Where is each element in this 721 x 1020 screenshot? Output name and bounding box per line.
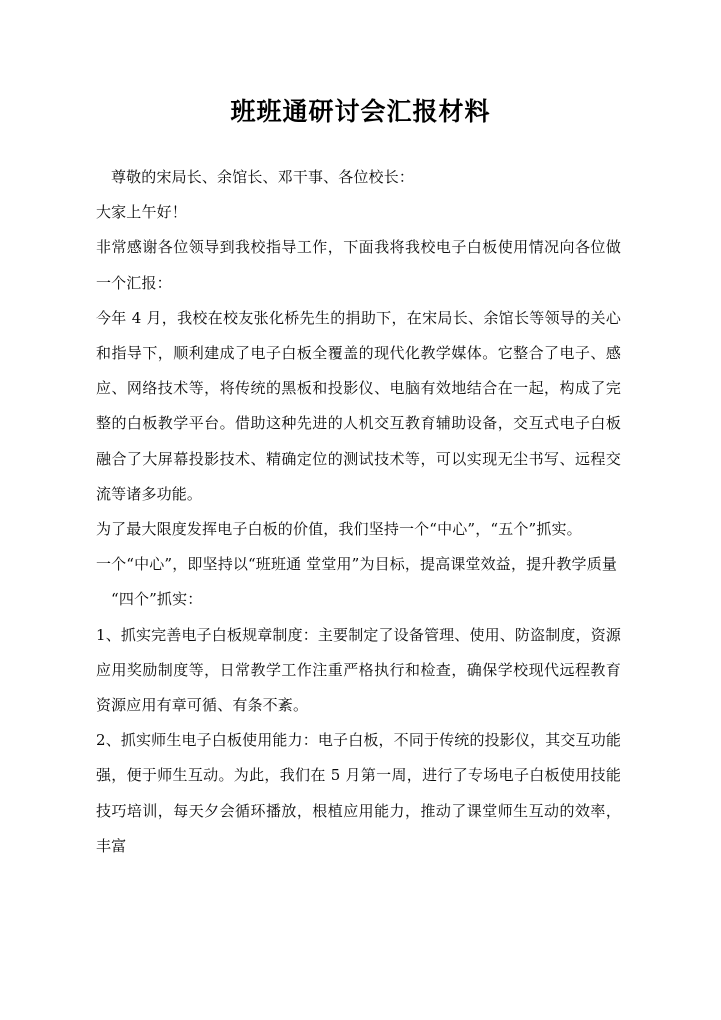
paragraph-greeting: 大家上午好！ bbox=[96, 203, 187, 222]
paragraph-four-heading: “四个”抓实： bbox=[111, 590, 203, 609]
paragraph-item-2: 2、抓实师生电子白板使用能力：电子白板，不同于传统的投影仪，其交互功能强，便于师生互动。为此，我们在 5 月第一周，进行了专场电子白板使用技能技巧培训，每天夕会循环播放，根植应用能力，推动了课堂师生互动的效率，丰富 bbox=[96, 731, 621, 855]
paragraph-salutation: 尊敬的宋局长、余馆长、邓干事、各位校长： bbox=[111, 168, 415, 186]
paragraph-item-1: 1、抓实完善电子白板规章制度：主要制定了设备管理、使用、防盗制度，资源应用奖励制度等，日常教学工作注重严格执行和检查，确保学校现代远程教育资源应用有章可循、有条不紊。 bbox=[96, 625, 621, 715]
document-body bbox=[96, 160, 621, 864]
paragraph-intro: 非常感谢各位领导到我校指导工作，下面我将我校电子白板使用情况向各位做一个汇报： bbox=[96, 238, 621, 292]
paragraph-background: 今年 4 月，我校在校友张化桥先生的捐助下，在宋局长、余馆长等领导的关心和指导下，顺利建成了电子白板全覆盖的现代化教学媒体。它整合了电子、感应、网络技术等，将传统的黑板和投影仪、电脑有效地结合在一起，构成了完整的白板教学平台。借助这种先进的人机交互教育辅助设备，交互式电子白板融合了大屏幕投影技术、精确定位的测试技术等，可以实现无尘书写、远程交流等诸多功能。 bbox=[96, 308, 621, 503]
paragraph-center: 一个“中心”，即坚持以“班班通 堂堂用”为目标，提高课堂效益，提升教学质量 bbox=[96, 555, 617, 574]
page-title: 班班通研讨会汇报材料 bbox=[230, 96, 491, 126]
paragraph-principle: 为了最大限度发挥电子白板的价值，我们坚持一个“中心”，“五个”抓实。 bbox=[96, 520, 582, 539]
